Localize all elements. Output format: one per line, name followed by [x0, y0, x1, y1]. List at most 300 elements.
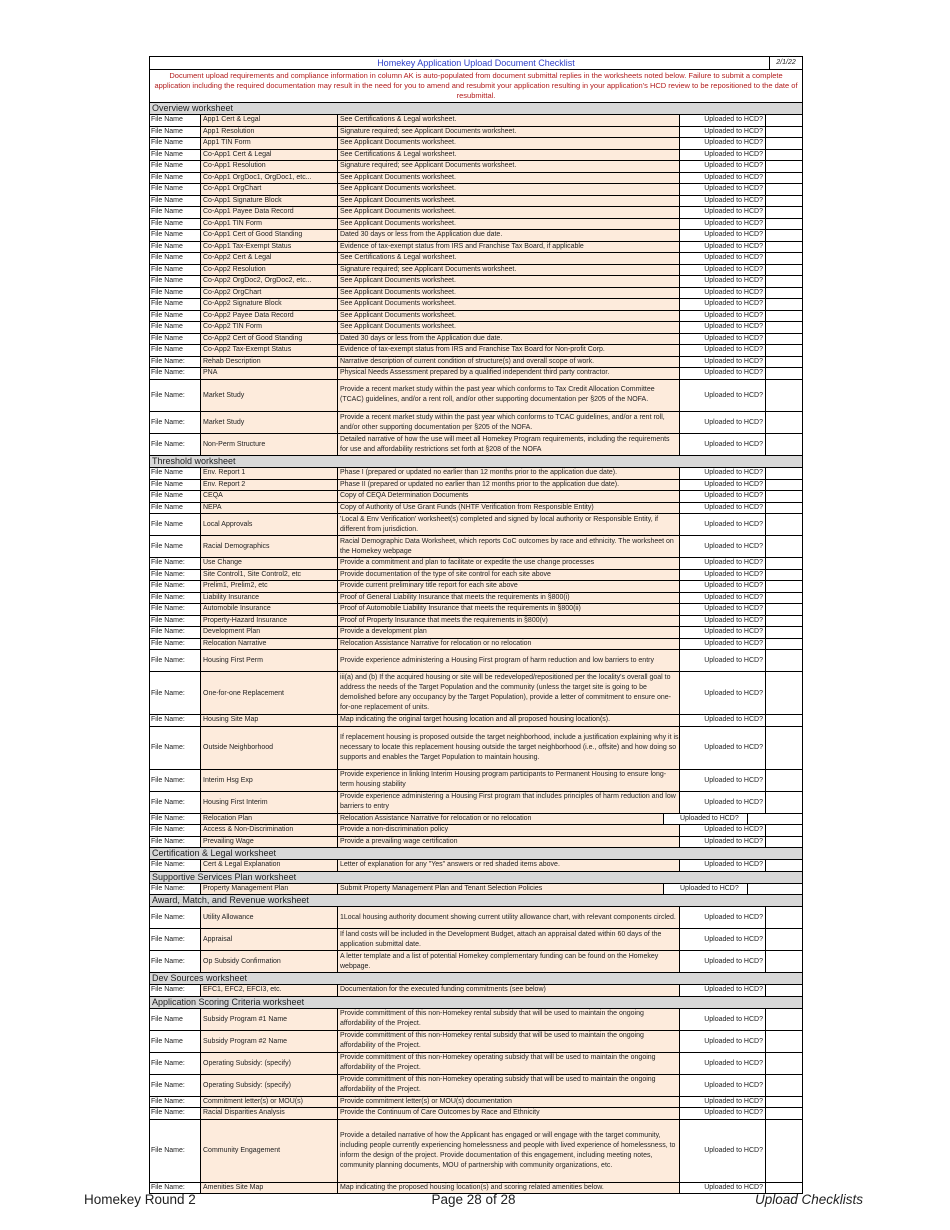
upload-status-prompt-text: Uploaded to HCD? — [704, 1059, 763, 1067]
requirement-description — [338, 570, 680, 581]
file-name-value — [201, 951, 338, 972]
upload-status-prompt-text: Uploaded to HCD? — [704, 1081, 763, 1089]
file-name-label — [150, 951, 201, 972]
table-row — [150, 1053, 802, 1075]
file-name-label-text: File Name — [151, 254, 183, 262]
upload-status-prompt — [680, 1097, 766, 1108]
file-name-value — [201, 929, 338, 950]
file-name-label-text: File Name — [151, 288, 183, 296]
upload-status-prompt — [680, 860, 766, 871]
requirement-description — [338, 951, 680, 972]
upload-response-cell[interactable] — [766, 825, 802, 836]
upload-response-cell[interactable] — [766, 929, 802, 950]
upload-status-prompt-text: Uploaded to HCD? — [680, 814, 739, 822]
file-name-value — [201, 558, 338, 569]
upload-response-cell[interactable] — [766, 727, 802, 769]
file-name-label-text: File Name: — [151, 861, 185, 869]
file-name-value-text: CEQA — [203, 492, 223, 500]
file-name-value-text: App1 TIN Form — [203, 139, 251, 147]
file-name-label-text: File Name: — [151, 1109, 185, 1117]
table-row — [150, 412, 802, 434]
upload-response-cell[interactable] — [766, 127, 802, 138]
file-name-label-text: File Name — [151, 1015, 183, 1023]
table-row — [150, 276, 802, 288]
upload-response-cell[interactable] — [766, 357, 802, 368]
file-name-label — [150, 334, 201, 345]
upload-response-cell[interactable] — [766, 1108, 802, 1119]
upload-status-prompt-text: Uploaded to HCD? — [704, 657, 763, 664]
file-name-value-text: Interim Hsg Exp — [203, 776, 253, 784]
file-name-value — [201, 115, 338, 126]
upload-response-cell[interactable] — [748, 884, 802, 895]
footer-page-number: Page 28 of 28 — [431, 1192, 516, 1207]
upload-status-prompt — [680, 616, 766, 627]
file-name-value — [201, 480, 338, 491]
table-row — [150, 593, 802, 605]
upload-status-prompt — [680, 265, 766, 276]
upload-status-prompt-text: Uploaded to HCD? — [704, 1097, 763, 1105]
file-name-label-text: File Name: — [151, 441, 185, 448]
requirement-description-text: Provide documentation of the type of site control for each site above — [340, 570, 551, 578]
upload-status-prompt — [680, 907, 766, 928]
upload-response-cell[interactable] — [766, 288, 802, 299]
file-name-value-text: Housing First Interim — [203, 798, 268, 806]
upload-response-cell[interactable] — [766, 715, 802, 726]
table-row — [150, 514, 802, 536]
upload-response-cell[interactable] — [766, 1075, 802, 1096]
upload-response-cell[interactable] — [748, 814, 802, 825]
upload-status-prompt-text: Uploaded to HCD? — [704, 1183, 763, 1191]
file-name-label — [150, 770, 201, 791]
requirement-description — [338, 825, 680, 836]
upload-response-cell[interactable] — [766, 207, 802, 218]
file-name-value-text: Co-App2 OrgDoc2, OrgDoc2, etc... — [203, 277, 312, 285]
file-name-label — [150, 715, 201, 726]
file-name-label — [150, 825, 201, 836]
table-row — [150, 219, 802, 231]
requirement-description — [338, 727, 680, 769]
file-name-value — [201, 253, 338, 264]
upload-response-cell[interactable] — [766, 951, 802, 972]
upload-response-cell[interactable] — [766, 491, 802, 502]
upload-status-prompt-text: Uploaded to HCD? — [704, 605, 763, 613]
upload-status-prompt — [680, 1009, 766, 1030]
requirement-description-text: Map indicating the original target housing location and all proposed housing location(s). — [340, 716, 611, 724]
file-name-value — [201, 242, 338, 253]
table-row — [150, 161, 802, 173]
upload-status-prompt-text: Uploaded to HCD? — [704, 480, 763, 488]
table-row — [150, 727, 802, 770]
upload-response-cell[interactable] — [766, 276, 802, 287]
file-name-label-text: File Name — [151, 116, 183, 124]
file-name-label-text: File Name — [151, 521, 183, 528]
upload-response-cell[interactable] — [766, 536, 802, 557]
requirement-description-text: Signature required; see Applicant Documents worksheet. — [340, 127, 517, 135]
file-name-value-text: Liability Insurance — [203, 593, 260, 601]
file-name-value-text: Cert & Legal Explanation — [203, 861, 281, 869]
file-name-value-text: Env. Report 1 — [203, 469, 246, 477]
page-footer — [84, 1192, 863, 1210]
upload-status-prompt-text: Uploaded to HCD? — [704, 369, 763, 377]
upload-response-cell[interactable] — [766, 345, 802, 356]
upload-status-prompt — [680, 985, 766, 996]
upload-response-cell[interactable] — [766, 322, 802, 333]
upload-response-cell[interactable] — [766, 792, 802, 813]
requirement-description-text: Dated 30 days or less from the Application due date. — [340, 334, 503, 342]
file-name-value-text: One-for-one Replacement — [203, 689, 284, 697]
upload-response-cell[interactable] — [766, 412, 802, 433]
table-row — [150, 184, 802, 196]
upload-response-cell[interactable] — [766, 616, 802, 627]
upload-response-cell[interactable] — [766, 184, 802, 195]
file-name-label-text: File Name — [151, 492, 183, 500]
requirement-description — [338, 196, 680, 207]
upload-status-prompt — [680, 468, 766, 479]
file-name-label — [150, 434, 201, 455]
upload-status-prompt — [680, 837, 766, 848]
file-name-value — [201, 265, 338, 276]
requirement-description-text: Provide committment of this non-Homekey rental subsidy that will be used to maintain the ongoing affordability of the Project. — [340, 1032, 644, 1049]
upload-status-prompt — [680, 715, 766, 726]
upload-response-cell[interactable] — [766, 299, 802, 310]
file-name-value-text: Community Engagement — [203, 1147, 281, 1154]
file-name-value-text: Automobile Insurance — [203, 605, 271, 613]
requirement-description — [338, 639, 680, 650]
file-name-label — [150, 929, 201, 950]
requirement-description — [338, 604, 680, 615]
table-row — [150, 434, 802, 456]
file-name-label-text: File Name: — [151, 369, 185, 377]
file-name-value-text: Co-App1 Cert & Legal — [203, 150, 272, 158]
table-row — [150, 242, 802, 254]
upload-response-cell[interactable] — [766, 480, 802, 491]
upload-response-cell[interactable] — [766, 434, 802, 455]
table-row — [150, 814, 802, 826]
upload-status-prompt — [680, 581, 766, 592]
upload-status-prompt — [680, 173, 766, 184]
requirement-description — [338, 173, 680, 184]
requirement-description — [338, 288, 680, 299]
file-name-label-text: File Name: — [151, 1183, 185, 1191]
upload-response-cell[interactable] — [766, 196, 802, 207]
file-name-value-text: Amenities Site Map — [203, 1183, 264, 1191]
file-name-value — [201, 814, 338, 825]
file-name-label — [150, 115, 201, 126]
file-name-label-text: File Name: — [151, 559, 185, 567]
table-row — [150, 253, 802, 265]
file-name-value-text: Property Management Plan — [203, 884, 289, 892]
upload-response-cell[interactable] — [766, 150, 802, 161]
file-name-label-text: File Name: — [151, 570, 185, 578]
file-name-value-text: Rehab Description — [203, 357, 261, 365]
file-name-value — [201, 491, 338, 502]
file-name-label-text: File Name — [151, 300, 183, 308]
requirement-description-text: See Certifications & Legal worksheet. — [340, 150, 457, 158]
file-name-value — [201, 907, 338, 928]
upload-status-prompt-text: Uploaded to HCD? — [704, 323, 763, 331]
upload-status-prompt — [680, 230, 766, 241]
upload-response-cell[interactable] — [766, 242, 802, 253]
file-name-value-text: Operating Subsidy: (specify) — [203, 1081, 291, 1089]
upload-status-prompt — [680, 1053, 766, 1074]
file-name-value-text: Relocation Plan — [203, 814, 253, 822]
requirement-description-text: If replacement housing is proposed outside the target neighborhood, include a justification explaining why it is necessary to locate this replacement housing outside the target neighborhood (i.e., offsite) and how doing so supports and enables the Target Population to maintain housing. — [340, 733, 679, 761]
upload-response-cell[interactable] — [766, 593, 802, 604]
upload-status-prompt-text: Uploaded to HCD? — [704, 628, 763, 636]
upload-response-cell[interactable] — [766, 265, 802, 276]
upload-response-cell[interactable] — [766, 161, 802, 172]
file-name-value-text: Co-App2 Cert & Legal — [203, 254, 272, 262]
upload-status-prompt — [680, 650, 766, 671]
upload-response-cell[interactable] — [766, 514, 802, 535]
checklist-table — [149, 56, 803, 1194]
requirement-description-text: Phase I (prepared or updated no earlier than 12 months prior to the application due date). — [340, 469, 618, 477]
upload-status-prompt — [680, 334, 766, 345]
file-name-value — [201, 860, 338, 871]
upload-status-prompt — [680, 1120, 766, 1182]
requirement-description-text: If land costs will be included in the Development Budget, attach an appraisal dated within 60 days of the application submittal date. — [340, 930, 662, 948]
upload-status-prompt — [680, 1031, 766, 1052]
file-name-label — [150, 253, 201, 264]
upload-status-prompt-text: Uploaded to HCD? — [704, 798, 763, 806]
upload-response-cell[interactable] — [766, 468, 802, 479]
upload-response-cell[interactable] — [766, 311, 802, 322]
upload-status-prompt — [680, 434, 766, 455]
upload-status-prompt-text: Uploaded to HCD? — [704, 334, 763, 342]
sections-container — [150, 103, 802, 1194]
file-name-label-text: File Name: — [151, 814, 185, 822]
file-name-label — [150, 1009, 201, 1030]
upload-status-prompt — [664, 884, 748, 895]
file-name-value — [201, 322, 338, 333]
upload-response-cell[interactable] — [766, 368, 802, 379]
table-row — [150, 334, 802, 346]
file-name-value-text: Co-App1 Signature Block — [203, 196, 282, 204]
file-name-label-text: File Name — [151, 1037, 183, 1045]
upload-response-cell[interactable] — [766, 627, 802, 638]
requirement-description — [338, 357, 680, 368]
requirement-description-text: See Applicant Documents worksheet. — [340, 139, 456, 147]
upload-response-cell[interactable] — [766, 581, 802, 592]
file-name-label — [150, 1031, 201, 1052]
requirement-description-text: See Applicant Documents worksheet. — [340, 173, 456, 181]
upload-response-cell[interactable] — [766, 985, 802, 996]
file-name-value — [201, 604, 338, 615]
file-name-label — [150, 173, 201, 184]
table-row — [150, 536, 802, 558]
table-row — [150, 825, 802, 837]
upload-response-cell[interactable] — [766, 138, 802, 149]
file-name-value — [201, 334, 338, 345]
upload-response-cell[interactable] — [766, 1031, 802, 1052]
upload-response-cell[interactable] — [766, 672, 802, 714]
upload-response-cell[interactable] — [766, 770, 802, 791]
requirement-description-text: Provide commitment letter(s) or MOU(s) documentation — [340, 1097, 512, 1105]
table-row — [150, 480, 802, 492]
file-name-value — [201, 434, 338, 455]
title-row — [150, 57, 802, 70]
requirement-description-text: See Applicant Documents worksheet. — [340, 208, 456, 216]
file-name-value — [201, 299, 338, 310]
upload-status-prompt-text: Uploaded to HCD? — [704, 469, 763, 477]
file-name-value — [201, 672, 338, 714]
upload-status-prompt-text: Uploaded to HCD? — [704, 861, 763, 869]
upload-response-cell[interactable] — [766, 115, 802, 126]
requirement-description — [338, 265, 680, 276]
file-name-label — [150, 727, 201, 769]
upload-response-cell[interactable] — [766, 380, 802, 412]
table-row — [150, 265, 802, 277]
upload-status-prompt — [680, 604, 766, 615]
upload-status-prompt-text: Uploaded to HCD? — [704, 150, 763, 158]
upload-response-cell[interactable] — [766, 230, 802, 241]
requirement-description — [338, 792, 680, 813]
file-name-label-text: File Name: — [151, 1059, 185, 1067]
file-name-label — [150, 814, 201, 825]
upload-response-cell[interactable] — [766, 253, 802, 264]
file-name-label-text: File Name — [151, 323, 183, 331]
upload-response-cell[interactable] — [766, 1097, 802, 1108]
upload-status-prompt — [680, 115, 766, 126]
file-name-label — [150, 412, 201, 433]
requirement-description-text: Phase II (prepared or updated no earlier than 12 months prior to the application due date). — [340, 480, 620, 488]
footer-section-name: Upload Checklists — [754, 1192, 863, 1207]
upload-status-prompt — [680, 570, 766, 581]
upload-status-prompt — [680, 536, 766, 557]
requirement-description-text: iii(a) and (b) If the acquired housing or site will be redeveloped/repositioned per the locality's overall goal to address the needs of the Target Population and the community (unless the target site is going to be demolished before any occupancy by the Target Population), provide a letter of commitment to ensure one-for-one replacement of units. — [340, 674, 672, 711]
upload-response-cell[interactable] — [766, 219, 802, 230]
upload-response-cell[interactable] — [766, 650, 802, 671]
requirement-description — [338, 412, 680, 433]
upload-status-prompt-text: Uploaded to HCD? — [704, 521, 763, 528]
file-name-label — [150, 127, 201, 138]
file-name-value — [201, 368, 338, 379]
table-row — [150, 860, 802, 872]
upload-status-prompt-text: Uploaded to HCD? — [704, 1109, 763, 1117]
upload-status-prompt — [680, 727, 766, 769]
file-name-value — [201, 581, 338, 592]
file-name-label — [150, 985, 201, 996]
file-name-value — [201, 138, 338, 149]
table-row — [150, 570, 802, 582]
requirement-description-text: A letter template and a list of potential Homekey complementary funding can be found on the Homekey webpage. — [340, 952, 659, 970]
file-name-label-text: File Name — [151, 162, 183, 170]
requirement-description-text: Copy of Authority of Use Grant Funds (NHTF Verification from Responsible Entity) — [340, 503, 594, 511]
upload-status-prompt-text: Uploaded to HCD? — [704, 543, 763, 550]
requirement-description-text: Provide a commitment and plan to facilitate or expedite the use change processes — [340, 559, 595, 567]
file-name-label-text: File Name: — [151, 914, 185, 921]
file-name-label-text: File Name — [151, 311, 183, 319]
file-name-value — [201, 1120, 338, 1182]
upload-status-prompt-text: Uploaded to HCD? — [704, 311, 763, 319]
upload-status-prompt-text: Uploaded to HCD? — [704, 162, 763, 170]
file-name-value-text: Co-App2 Tax-Exempt Status — [203, 346, 292, 354]
requirement-description-text: Proof of General Liability Insurance that meets the requirements in §800(i) — [340, 593, 570, 601]
requirement-description — [338, 184, 680, 195]
upload-status-prompt-text: Uploaded to HCD? — [704, 936, 763, 943]
requirement-description — [338, 672, 680, 714]
file-name-value — [201, 1053, 338, 1074]
file-name-value-text: Development Plan — [203, 628, 261, 636]
upload-status-prompt — [680, 184, 766, 195]
upload-status-prompt — [680, 951, 766, 972]
requirement-description-text: Signature required; see Applicant Documents worksheet. — [340, 265, 517, 273]
requirement-description-text: Dated 30 days or less from the Application due date. — [340, 231, 503, 239]
file-name-value — [201, 627, 338, 638]
file-name-value-text: Co-App1 Cert of Good Standing — [203, 231, 303, 239]
upload-status-prompt — [680, 792, 766, 813]
table-row — [150, 322, 802, 334]
upload-response-cell[interactable] — [766, 1120, 802, 1182]
upload-status-prompt — [680, 253, 766, 264]
requirement-description — [338, 161, 680, 172]
upload-status-prompt — [680, 127, 766, 138]
requirement-description-text: Provide a detailed narrative of how the Applicant has engaged or will engage with the target community, including people currently experiencing homelessness and people with lived experience of homelessness, to inform the design of the project. Provide documentation of this engagement, including meeting notes, community planning documents, MOU of partnership with community organizations, etc. — [340, 1131, 676, 1169]
file-name-label — [150, 1075, 201, 1096]
file-name-label — [150, 380, 201, 412]
requirement-description-text: Provide the Continuum of Care Outcomes by Race and Ethnicity — [340, 1109, 540, 1117]
file-name-label — [150, 907, 201, 928]
table-row — [150, 138, 802, 150]
upload-status-prompt — [680, 161, 766, 172]
file-name-label — [150, 650, 201, 671]
upload-response-cell[interactable] — [766, 1053, 802, 1074]
upload-response-cell[interactable] — [766, 604, 802, 615]
upload-response-cell[interactable] — [766, 837, 802, 848]
requirement-description — [338, 491, 680, 502]
file-name-label — [150, 480, 201, 491]
table-row — [150, 207, 802, 219]
requirement-description — [338, 514, 680, 535]
upload-status-prompt — [680, 322, 766, 333]
requirement-description-text: Documentation for the executed funding commitments (see below) — [340, 986, 546, 994]
upload-status-prompt — [680, 770, 766, 791]
upload-response-cell[interactable] — [766, 570, 802, 581]
file-name-label-text: File Name — [151, 346, 183, 354]
file-name-value-text: Co-App2 Cert of Good Standing — [203, 334, 303, 342]
upload-response-cell[interactable] — [766, 860, 802, 871]
upload-status-prompt-text: Uploaded to HCD? — [704, 300, 763, 308]
upload-response-cell[interactable] — [766, 558, 802, 569]
file-name-value — [201, 1108, 338, 1119]
file-name-value-text: Housing Site Map — [203, 716, 259, 724]
file-name-label — [150, 242, 201, 253]
file-name-value-text: Local Approvals — [203, 521, 253, 528]
requirement-description-text: Provide a non-discrimination policy — [340, 826, 449, 834]
upload-response-cell[interactable] — [766, 639, 802, 650]
table-row — [150, 1031, 802, 1053]
file-name-value — [201, 219, 338, 230]
file-name-value-text: PNA — [203, 369, 218, 377]
file-name-label — [150, 311, 201, 322]
file-name-label — [150, 219, 201, 230]
section-header: Application Scoring Criteria worksheet — [150, 997, 802, 1009]
requirement-description — [338, 884, 664, 895]
requirement-description — [338, 1108, 680, 1119]
upload-response-cell[interactable] — [766, 503, 802, 514]
upload-response-cell[interactable] — [766, 1009, 802, 1030]
upload-response-cell[interactable] — [766, 334, 802, 345]
table-row — [150, 1075, 802, 1097]
upload-status-prompt — [680, 1075, 766, 1096]
upload-response-cell[interactable] — [766, 907, 802, 928]
upload-status-prompt — [680, 639, 766, 650]
upload-response-cell[interactable] — [766, 173, 802, 184]
requirement-description — [338, 253, 680, 264]
file-name-label — [150, 196, 201, 207]
file-name-value — [201, 837, 338, 848]
file-name-label-text: File Name — [151, 173, 183, 181]
